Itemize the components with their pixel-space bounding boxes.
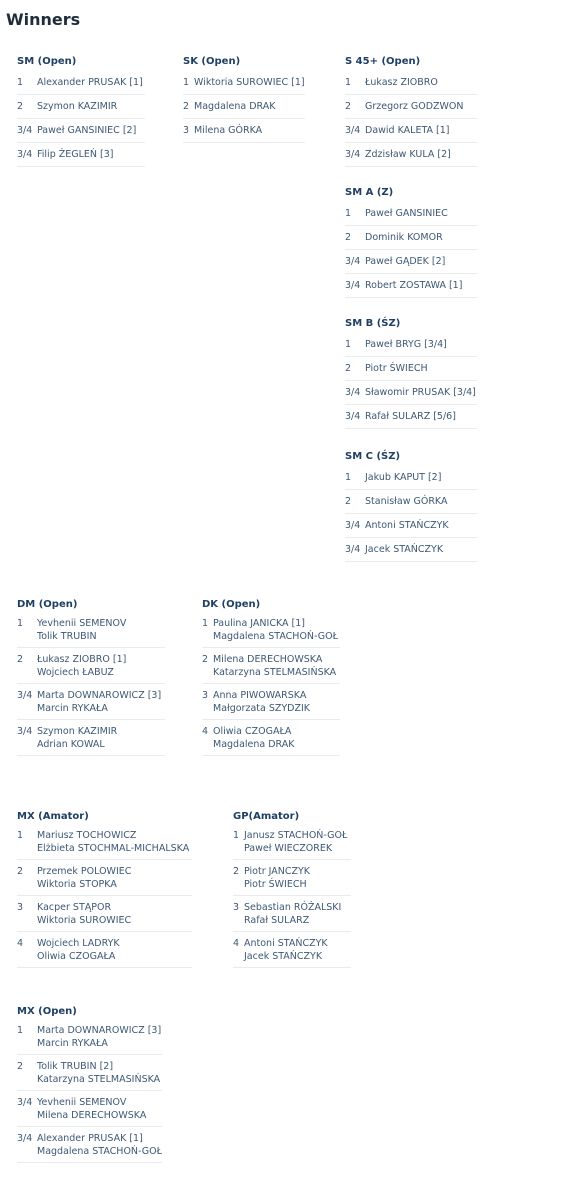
player-name[interactable]: Paulina JANICKA [1] bbox=[213, 618, 305, 629]
result-row bbox=[17, 1057, 162, 1091]
result-row bbox=[345, 538, 477, 562]
group-title: SM A (Z) bbox=[345, 187, 394, 198]
result-row bbox=[345, 357, 477, 381]
player-name[interactable]: Filip ŻEGLEŃ [3] bbox=[37, 149, 114, 160]
player-name[interactable]: Przemek POLOWIEC bbox=[37, 866, 132, 877]
group-title: MX (Amator) bbox=[17, 811, 89, 822]
page-title: Winners bbox=[6, 10, 81, 29]
place: 2 bbox=[202, 654, 209, 665]
player-name[interactable]: Dawid KALETA [1] bbox=[365, 125, 450, 136]
player-name[interactable]: Łukasz ZIOBRO [1] bbox=[37, 654, 127, 665]
result-row bbox=[345, 202, 477, 226]
place: 3/4 bbox=[345, 387, 361, 398]
result-row bbox=[345, 274, 477, 298]
player-name[interactable]: Marta DOWNAROWICZ [3] bbox=[37, 690, 162, 701]
result-row bbox=[233, 898, 351, 932]
place: 1 bbox=[17, 830, 24, 841]
player-name[interactable]: Piotr JANCZYK bbox=[244, 866, 311, 877]
partner-name[interactable]: Katarzyna STELMASIŃSKA bbox=[213, 667, 337, 678]
group-title: SM C (ŚZ) bbox=[345, 451, 401, 462]
group-title: GP(Amator) bbox=[233, 811, 300, 822]
place: 3 bbox=[183, 125, 190, 136]
place: 1 bbox=[345, 208, 352, 219]
result-row bbox=[202, 686, 340, 720]
group-s45-open bbox=[345, 56, 477, 167]
result-row bbox=[345, 143, 477, 167]
place: 1 bbox=[17, 77, 24, 88]
result-row bbox=[183, 119, 305, 143]
result-row bbox=[17, 119, 145, 143]
player-name[interactable]: Janusz STACHOŃ-GOŁ bbox=[244, 830, 348, 841]
result-row bbox=[345, 250, 477, 274]
result-row bbox=[17, 143, 145, 167]
result-row bbox=[17, 686, 165, 720]
place: 3/4 bbox=[345, 544, 361, 555]
player-name[interactable]: Kacper STĄPOR bbox=[37, 902, 112, 913]
place: 2 bbox=[17, 101, 24, 112]
partner-name[interactable]: Paweł WIECZOREK bbox=[244, 843, 333, 854]
player-name[interactable]: Paweł BRYG [3/4] bbox=[365, 339, 447, 350]
player-name[interactable]: Yevhenii SEMENOV bbox=[37, 1097, 127, 1108]
partner-name[interactable]: Katarzyna STELMASIŃSKA bbox=[37, 1074, 161, 1085]
group-sk-open bbox=[183, 56, 305, 143]
partner-name[interactable]: Tolik TRUBIN bbox=[37, 631, 97, 642]
player-name[interactable]: Tolik TRUBIN [2] bbox=[37, 1061, 114, 1072]
group-gp-amator bbox=[233, 811, 351, 968]
result-row bbox=[202, 650, 340, 684]
place: 3/4 bbox=[345, 125, 361, 136]
group-sm-c bbox=[345, 451, 477, 562]
player-name[interactable]: Rafał SULARZ [5/6] bbox=[365, 411, 456, 422]
place: 2 bbox=[17, 866, 24, 877]
place: 3 bbox=[17, 902, 24, 913]
player-name[interactable]: Oliwia CZOGAŁA bbox=[213, 726, 292, 737]
group-dk-open bbox=[202, 599, 340, 756]
group-mx-open bbox=[17, 1006, 162, 1163]
player-name[interactable]: Stanisław GÓRKA bbox=[365, 496, 448, 507]
place: 2 bbox=[345, 232, 352, 243]
place: 4 bbox=[202, 726, 209, 737]
partner-name[interactable]: Małgorzata SZYDZIK bbox=[213, 703, 311, 714]
player-name[interactable]: Anna PIWOWARSKA bbox=[213, 690, 307, 701]
player-name[interactable]: Jacek STAŃCZYK bbox=[365, 544, 444, 555]
player-name[interactable]: Mariusz TOCHOWICZ bbox=[37, 830, 137, 841]
player-name[interactable]: Yevhenii SEMENOV bbox=[37, 618, 127, 629]
result-row bbox=[345, 226, 477, 250]
group-title: S 45+ (Open) bbox=[345, 56, 421, 67]
partner-name[interactable]: Wojciech ŁABUZ bbox=[37, 667, 114, 678]
group-title: MX (Open) bbox=[17, 1006, 77, 1017]
partner-name[interactable]: Marcin RYKAŁA bbox=[37, 1038, 108, 1049]
player-name[interactable]: Sławomir PRUSAK [3/4] bbox=[365, 387, 476, 398]
result-row bbox=[17, 1093, 162, 1127]
player-name[interactable]: Milena GÓRKA bbox=[194, 125, 263, 136]
result-row bbox=[345, 71, 477, 95]
place: 2 bbox=[345, 363, 352, 374]
partner-name[interactable]: Marcin RYKAŁA bbox=[37, 703, 108, 714]
place: 3 bbox=[202, 690, 209, 701]
group-title: DK (Open) bbox=[202, 599, 261, 610]
place: 3/4 bbox=[345, 149, 361, 160]
place: 3/4 bbox=[17, 690, 33, 701]
result-row bbox=[345, 381, 477, 405]
result-row bbox=[17, 934, 192, 968]
result-row bbox=[345, 333, 477, 357]
place: 1 bbox=[17, 1025, 24, 1036]
place: 1 bbox=[233, 830, 240, 841]
result-row bbox=[233, 934, 351, 968]
result-row bbox=[345, 514, 477, 538]
player-name[interactable]: Sebastian RÓŻALSKI bbox=[244, 902, 342, 913]
player-name[interactable]: Magdalena DRAK bbox=[194, 101, 276, 112]
place: 2 bbox=[345, 101, 352, 112]
result-row bbox=[345, 466, 477, 490]
result-row bbox=[17, 71, 145, 95]
partner-name[interactable]: Oliwia CZOGAŁA bbox=[37, 951, 116, 962]
player-name[interactable]: Antoni STAŃCZYK bbox=[365, 520, 449, 531]
player-name[interactable]: Robert ZOSTAWA [1] bbox=[365, 280, 463, 291]
result-row bbox=[233, 862, 351, 896]
place: 1 bbox=[345, 339, 352, 350]
player-name[interactable]: Paweł GĄDEK [2] bbox=[365, 256, 446, 267]
place: 2 bbox=[17, 1061, 24, 1072]
partner-name[interactable]: Wiktoria STOPKA bbox=[37, 879, 117, 890]
result-row bbox=[17, 650, 165, 684]
player-name[interactable]: Łukasz ZIOBRO bbox=[365, 77, 438, 88]
group-sm-a bbox=[345, 187, 477, 298]
partner-name[interactable]: Rafał SULARZ bbox=[244, 915, 310, 926]
result-row bbox=[17, 95, 145, 119]
player-name[interactable]: Alexander PRUSAK [1] bbox=[37, 77, 143, 88]
player-name[interactable]: Grzegorz GODZWON bbox=[365, 101, 464, 112]
place: 1 bbox=[345, 77, 352, 88]
place: 1 bbox=[183, 77, 190, 88]
place: 2 bbox=[345, 496, 352, 507]
result-row bbox=[345, 95, 477, 119]
partner-name[interactable]: Magdalena STACHOŃ-GOŁ bbox=[213, 631, 338, 642]
result-row bbox=[345, 119, 477, 143]
partner-name[interactable]: Milena DERECHOWSKA bbox=[37, 1110, 147, 1121]
place: 3/4 bbox=[17, 1133, 33, 1144]
partner-name[interactable]: Piotr ŚWIECH bbox=[244, 879, 307, 890]
result-row bbox=[17, 1129, 162, 1163]
group-mx-amator bbox=[17, 811, 192, 968]
player-name[interactable]: Paweł GANSINIEC bbox=[365, 208, 448, 219]
result-row bbox=[17, 722, 165, 756]
place: 1 bbox=[17, 618, 24, 629]
place: 4 bbox=[233, 938, 240, 949]
place: 3/4 bbox=[17, 149, 33, 160]
partner-name[interactable]: Adrian KOWAL bbox=[37, 739, 105, 750]
result-row bbox=[17, 826, 192, 860]
player-name[interactable]: Jakub KAPUT [2] bbox=[365, 472, 442, 483]
result-row bbox=[17, 898, 192, 932]
player-name[interactable]: Piotr ŚWIECH bbox=[365, 363, 428, 374]
player-name[interactable]: Wojciech LADRYK bbox=[37, 938, 120, 949]
result-row bbox=[183, 95, 305, 119]
partner-name[interactable]: Magdalena STACHOŃ-GOŁ bbox=[37, 1146, 162, 1157]
result-row bbox=[183, 71, 305, 95]
result-row bbox=[202, 722, 340, 756]
place: 3/4 bbox=[345, 280, 361, 291]
group-sm-b bbox=[345, 318, 477, 429]
group-dm-open bbox=[17, 599, 165, 756]
result-row bbox=[233, 826, 351, 860]
result-row bbox=[345, 405, 477, 429]
partner-name[interactable]: Elżbieta STOCHMAL-MICHALSKA bbox=[37, 843, 190, 854]
partner-name[interactable]: Magdalena DRAK bbox=[213, 739, 295, 750]
place: 1 bbox=[202, 618, 209, 629]
player-name[interactable]: Antoni STAŃCZYK bbox=[244, 938, 328, 949]
result-row bbox=[202, 614, 340, 648]
player-name[interactable]: Alexander PRUSAK [1] bbox=[37, 1133, 143, 1144]
place: 3/4 bbox=[17, 726, 33, 737]
group-title: SM B (ŚZ) bbox=[345, 318, 401, 329]
player-name[interactable]: Szymon KAZIMIR bbox=[37, 101, 118, 112]
group-title: DM (Open) bbox=[17, 599, 78, 610]
place: 4 bbox=[17, 938, 24, 949]
place: 2 bbox=[17, 654, 24, 665]
partner-name[interactable]: Jacek STAŃCZYK bbox=[244, 951, 323, 962]
player-name[interactable]: Paweł GANSINIEC [2] bbox=[37, 125, 137, 136]
group-sm-open bbox=[17, 56, 145, 167]
player-name[interactable]: Szymon KAZIMIR bbox=[37, 726, 118, 737]
player-name[interactable]: Zdzisław KULA [2] bbox=[365, 149, 451, 160]
group-title: SM (Open) bbox=[17, 56, 77, 67]
place: 2 bbox=[233, 866, 240, 877]
player-name[interactable]: Dominik KOMOR bbox=[365, 232, 443, 243]
result-row bbox=[17, 862, 192, 896]
place: 2 bbox=[183, 101, 190, 112]
place: 3/4 bbox=[345, 411, 361, 422]
player-name[interactable]: Marta DOWNAROWICZ [3] bbox=[37, 1025, 162, 1036]
result-row bbox=[17, 1021, 162, 1055]
place: 1 bbox=[345, 472, 352, 483]
place: 3/4 bbox=[17, 125, 33, 136]
place: 3 bbox=[233, 902, 240, 913]
place: 3/4 bbox=[345, 256, 361, 267]
place: 3/4 bbox=[345, 520, 361, 531]
player-name[interactable]: Milena DERECHOWSKA bbox=[213, 654, 323, 665]
partner-name[interactable]: Wiktoria SUROWIEC bbox=[37, 915, 132, 926]
place: 3/4 bbox=[17, 1097, 33, 1108]
player-name[interactable]: Wiktoria SUROWIEC [1] bbox=[194, 77, 305, 88]
result-row bbox=[345, 490, 477, 514]
group-title: SK (Open) bbox=[183, 56, 241, 67]
result-row bbox=[17, 614, 165, 648]
